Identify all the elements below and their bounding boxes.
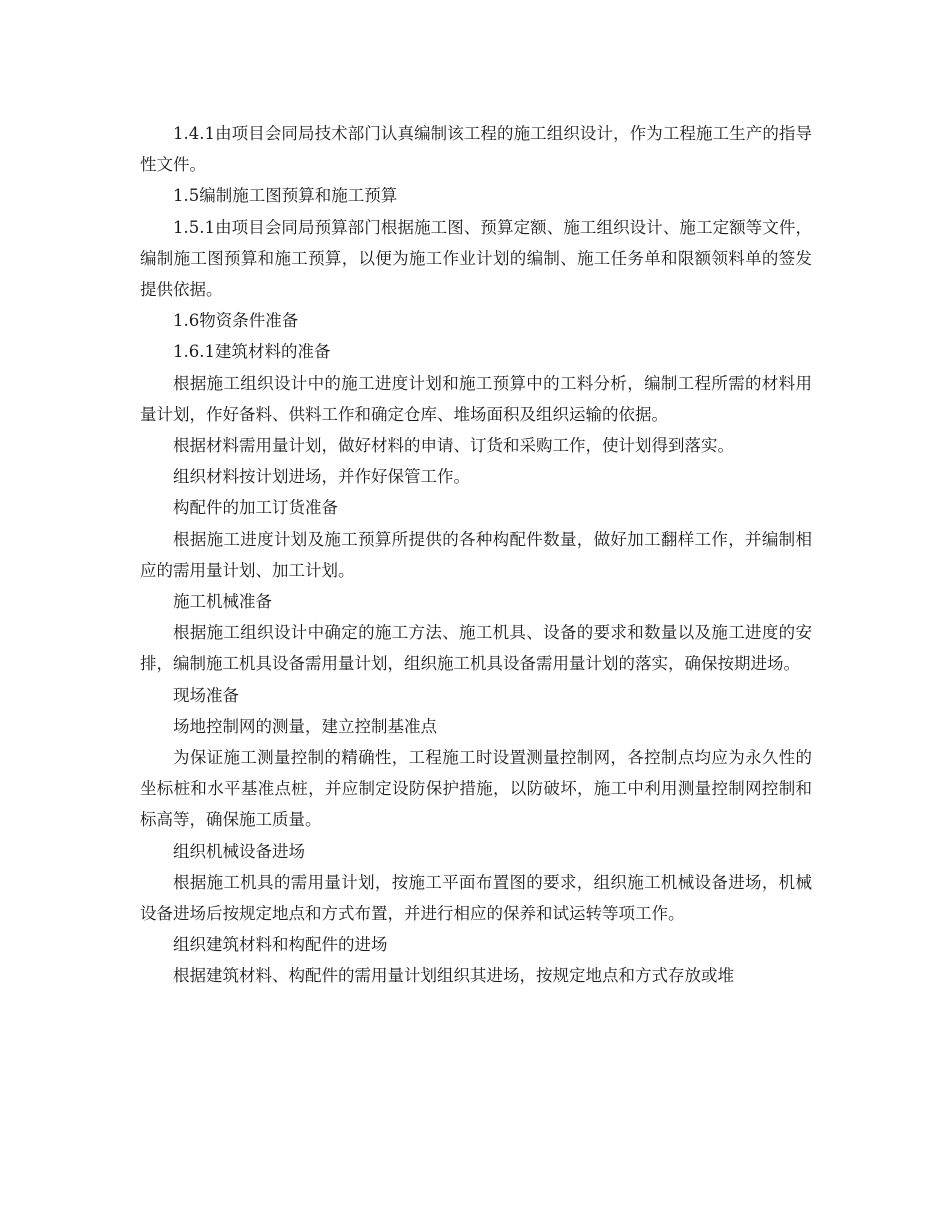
heading-machinery: 施工机械准备: [173, 592, 272, 612]
paragraph-1-4-1: 1.4.1由项目会同局技术部门认真编制该工程的施工组织设计，作为工程施工生产的指导性文件。: [140, 124, 812, 175]
paragraph-material-storage: 根据建筑材料、构配件的需用量计划组织其进场，按规定地点和方式存放或堆: [173, 966, 734, 986]
paragraph-material-entry: 组织材料按计划进场，并作好保管工作。: [173, 467, 470, 487]
heading-1-6-1: 1.6.1建筑材料的准备: [173, 342, 331, 362]
heading-site: 现场准备: [173, 685, 239, 705]
heading-survey: 场地控制网的测量，建立控制基准点: [173, 716, 437, 736]
paragraph-material-plan: 根据施工组织设计中的施工进度计划和施工预算中的工料分析，编制工程所需的材料用量计划，作好备料、供料工作和确定仓库、堆场面积及组织运输的依据。: [140, 373, 812, 424]
paragraph-1-5-1: 1.5.1由项目会同局预算部门根据施工图、预算定额、施工组织设计、施工定额等文件，编制施工图预算和施工预算，以便为施工作业计划的编制、施工任务单和限额领料单的签发提供依据。: [140, 217, 812, 300]
heading-equipment-entry: 组织机械设备进场: [173, 841, 305, 861]
paragraph-material-purchase: 根据材料需用量计划，做好材料的申请、订货和采购工作，使计划得到落实。: [173, 436, 734, 456]
heading-components: 构配件的加工订货准备: [173, 498, 338, 518]
heading-1-6: 1.6物资条件准备: [173, 311, 299, 331]
paragraph-survey: 为保证施工测量控制的精确性，工程施工时设置测量控制网，各控制点均应为永久性的坐标桩和水平基准点桩，并应制定设防保护措施，以防破坏，施工中利用测量控制网控制和标高等，确保施工质量。: [140, 748, 812, 830]
paragraph-components: 根据施工进度计划及施工预算所提供的各种构配件数量，做好加工翻样工作，并编制相应的需用量计划、加工计划。: [140, 529, 812, 580]
heading-material-entry: 组织建筑材料和构配件的进场: [173, 935, 388, 955]
paragraph-machinery: 根据施工组织设计中确定的施工方法、施工机具、设备的要求和数量以及施工进度的安排，编制施工机具设备需用量计划，组织施工机具设备需用量计划的落实，确保按期进场。: [140, 623, 812, 674]
paragraph-equipment-entry: 根据施工机具的需用量计划，按施工平面布置图的要求，组织施工机械设备进场，机械设备进场后按规定地点和方式布置，并进行相应的保养和试运转等项工作。: [140, 872, 812, 924]
heading-1-5: 1.5编制施工图预算和施工预算: [173, 186, 398, 206]
document-body: [140, 118, 812, 992]
